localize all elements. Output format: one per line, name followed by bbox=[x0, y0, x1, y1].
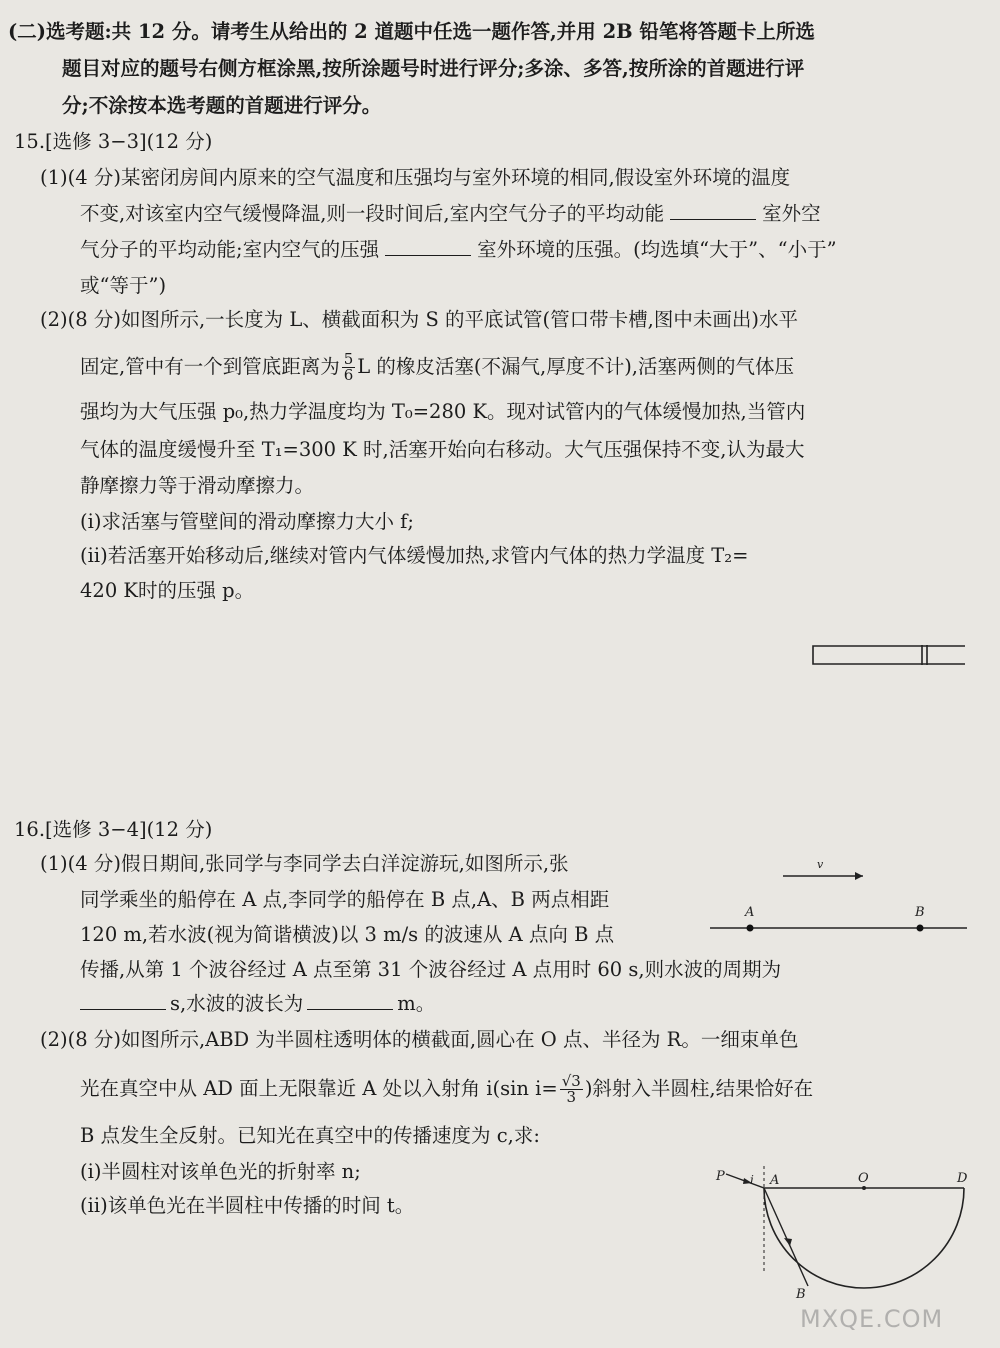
watermark-logo: MXQE.COM bbox=[800, 1305, 944, 1333]
q15-part1-line-3-text: 气分子的平均动能;室内空气的压强 bbox=[80, 238, 380, 261]
q16-title: 16.[选修 3−4](12 分) bbox=[14, 818, 213, 841]
fraction-five-sixths bbox=[342, 352, 356, 383]
q15-part1-line-1: (1)(4 分)某密闭房间内原来的空气温度和压强均与室外环境的相同,假设室外环境的温度 bbox=[40, 166, 791, 189]
sqrt-numerator: √3 bbox=[561, 1072, 581, 1090]
point-a-dot bbox=[747, 925, 754, 932]
velocity-label: v bbox=[817, 858, 824, 871]
answer-blank-period bbox=[80, 991, 166, 1010]
q15-part2-line-1: (2)(8 分)如图所示,一长度为 L、横截面积为 S 的平底试管(管口带卡槽,图中未画出)水平 bbox=[40, 308, 798, 331]
refracted-ray bbox=[764, 1188, 808, 1286]
q15-part2-line-3: 强均为大气压强 p₀,热力学温度均为 T₀=280 K。现对试管内的气体缓慢加热,当管内 bbox=[80, 400, 806, 423]
section-instruction-line-3: 分;不涂按本选考题的首题进行评分。 bbox=[62, 94, 382, 117]
section-instruction-line-1: (二)选考题:共 12 分。请考生从给出的 2 道题中任选一题作答,并用 2B 铅笔将答题卡上所选 bbox=[8, 20, 815, 43]
q16-part2-line-2-text: 光在真空中从 AD 面上无限靠近 A 处以入射角 i(sin i= bbox=[80, 1077, 558, 1100]
q15-part1-line-2 bbox=[80, 200, 821, 228]
q15-part1-line-3-tail: 室外环境的压强。(均选填“大于”、“小于” bbox=[477, 238, 837, 261]
q16-part2-line-2 bbox=[80, 1074, 813, 1105]
q16-part2-line-1: (2)(8 分)如图所示,ABD 为半圆柱透明体的横截面,圆心在 O 点、半径为 R。一细束单色 bbox=[40, 1028, 799, 1051]
velocity-arrowhead bbox=[855, 872, 863, 880]
point-p-label: P bbox=[716, 1169, 725, 1184]
fraction-numerator: 5 bbox=[343, 350, 354, 368]
wave-boats-figure bbox=[705, 850, 975, 945]
point-b-label: B bbox=[915, 905, 925, 920]
answer-blank-wavelength bbox=[307, 991, 393, 1010]
q15-part1-line-2-text: 不变,对该室内空气缓慢降温,则一段时间后,室内空气分子的平均动能 bbox=[80, 202, 665, 225]
fraction-denominator: 6 bbox=[343, 366, 354, 384]
answer-blank-2 bbox=[385, 237, 471, 256]
q15-title: 15.[选修 3−3](12 分) bbox=[14, 130, 213, 153]
q16-subquestion-i: (ⅰ)半圆柱对该单色光的折射率 n; bbox=[80, 1160, 361, 1183]
center-o-dot bbox=[862, 1186, 866, 1190]
test-tube-outline bbox=[813, 646, 965, 664]
q15-subquestion-ii-line-2: 420 K时的压强 p。 bbox=[80, 579, 255, 602]
q16-part2-line-2-tail: )斜射入半圆柱,结果恰好在 bbox=[584, 1077, 814, 1100]
q15-subquestion-ii-line-1: (ⅱ)若活塞开始移动后,继续对管内气体缓慢加热,求管内气体的热力学温度 T₂= bbox=[80, 544, 749, 567]
fraction-sqrt3-over-3 bbox=[560, 1074, 583, 1105]
semicircle-prism-figure bbox=[708, 1158, 978, 1308]
section-instruction-line-2: 题目对应的题号右侧方框涂黑,按所涂题号时进行评分;多涂、多答,按所涂的首题进行评 bbox=[62, 57, 805, 80]
point-d-label: D bbox=[957, 1171, 968, 1186]
point-b-label: B bbox=[796, 1287, 806, 1302]
q16-part1-line-4: 传播,从第 1 个波谷经过 A 点至第 31 个波谷经过 A 点用时 60 s,则水波的周期为 bbox=[80, 958, 782, 981]
q15-part2-line-2-tail: L 的橡皮活塞(不漏气,厚度不计),活塞两侧的气体压 bbox=[357, 355, 795, 378]
point-a-label: A bbox=[770, 1173, 780, 1188]
q15-part1-line-3 bbox=[80, 236, 837, 264]
q15-part1-line-4: 或“等于”) bbox=[80, 274, 167, 297]
q16-part2-line-3: B 点发生全反射。已知光在真空中的传播速度为 c,求: bbox=[80, 1124, 540, 1147]
q16-part1-line-5-tail: m。 bbox=[397, 992, 436, 1015]
point-o-label: O bbox=[858, 1171, 869, 1186]
sqrt-denominator: 3 bbox=[566, 1088, 577, 1106]
q15-part2-line-2 bbox=[80, 352, 794, 383]
q16-part1-line-5-text: s,水波的波长为 bbox=[170, 992, 304, 1015]
q16-part1-line-5 bbox=[80, 990, 435, 1018]
q16-part1-line-1: (1)(4 分)假日期间,张同学与李同学去白洋淀游玩,如图所示,张 bbox=[40, 852, 569, 875]
q16-subquestion-ii: (ⅱ)该单色光在半圆柱中传播的时间 t。 bbox=[80, 1194, 415, 1217]
angle-i-label: i bbox=[750, 1173, 754, 1187]
semicircle-arc bbox=[764, 1188, 964, 1288]
q15-part2-line-4: 气体的温度缓慢升至 T₁=300 K 时,活塞开始向右移动。大气压强保持不变,认为最大 bbox=[80, 438, 805, 461]
refracted-arrowhead bbox=[784, 1238, 792, 1246]
q15-part2-line-5: 静摩擦力等于滑动摩擦力。 bbox=[80, 474, 315, 497]
q15-subquestion-i: (ⅰ)求活塞与管壁间的滑动摩擦力大小 f; bbox=[80, 510, 414, 533]
test-tube-figure bbox=[805, 640, 975, 670]
q15-part1-line-2-tail: 室外空 bbox=[762, 202, 821, 225]
point-b-dot bbox=[917, 925, 924, 932]
q16-part1-line-2: 同学乘坐的船停在 A 点,李同学的船停在 B 点,A、B 两点相距 bbox=[80, 888, 610, 911]
point-a-label: A bbox=[745, 905, 755, 920]
answer-blank-1 bbox=[670, 201, 756, 220]
q15-part2-line-2-text: 固定,管中有一个到管底距离为 bbox=[80, 355, 340, 378]
q16-part1-line-3: 120 m,若水波(视为简谐横波)以 3 m/s 的波速从 A 点向 B 点 bbox=[80, 923, 615, 946]
